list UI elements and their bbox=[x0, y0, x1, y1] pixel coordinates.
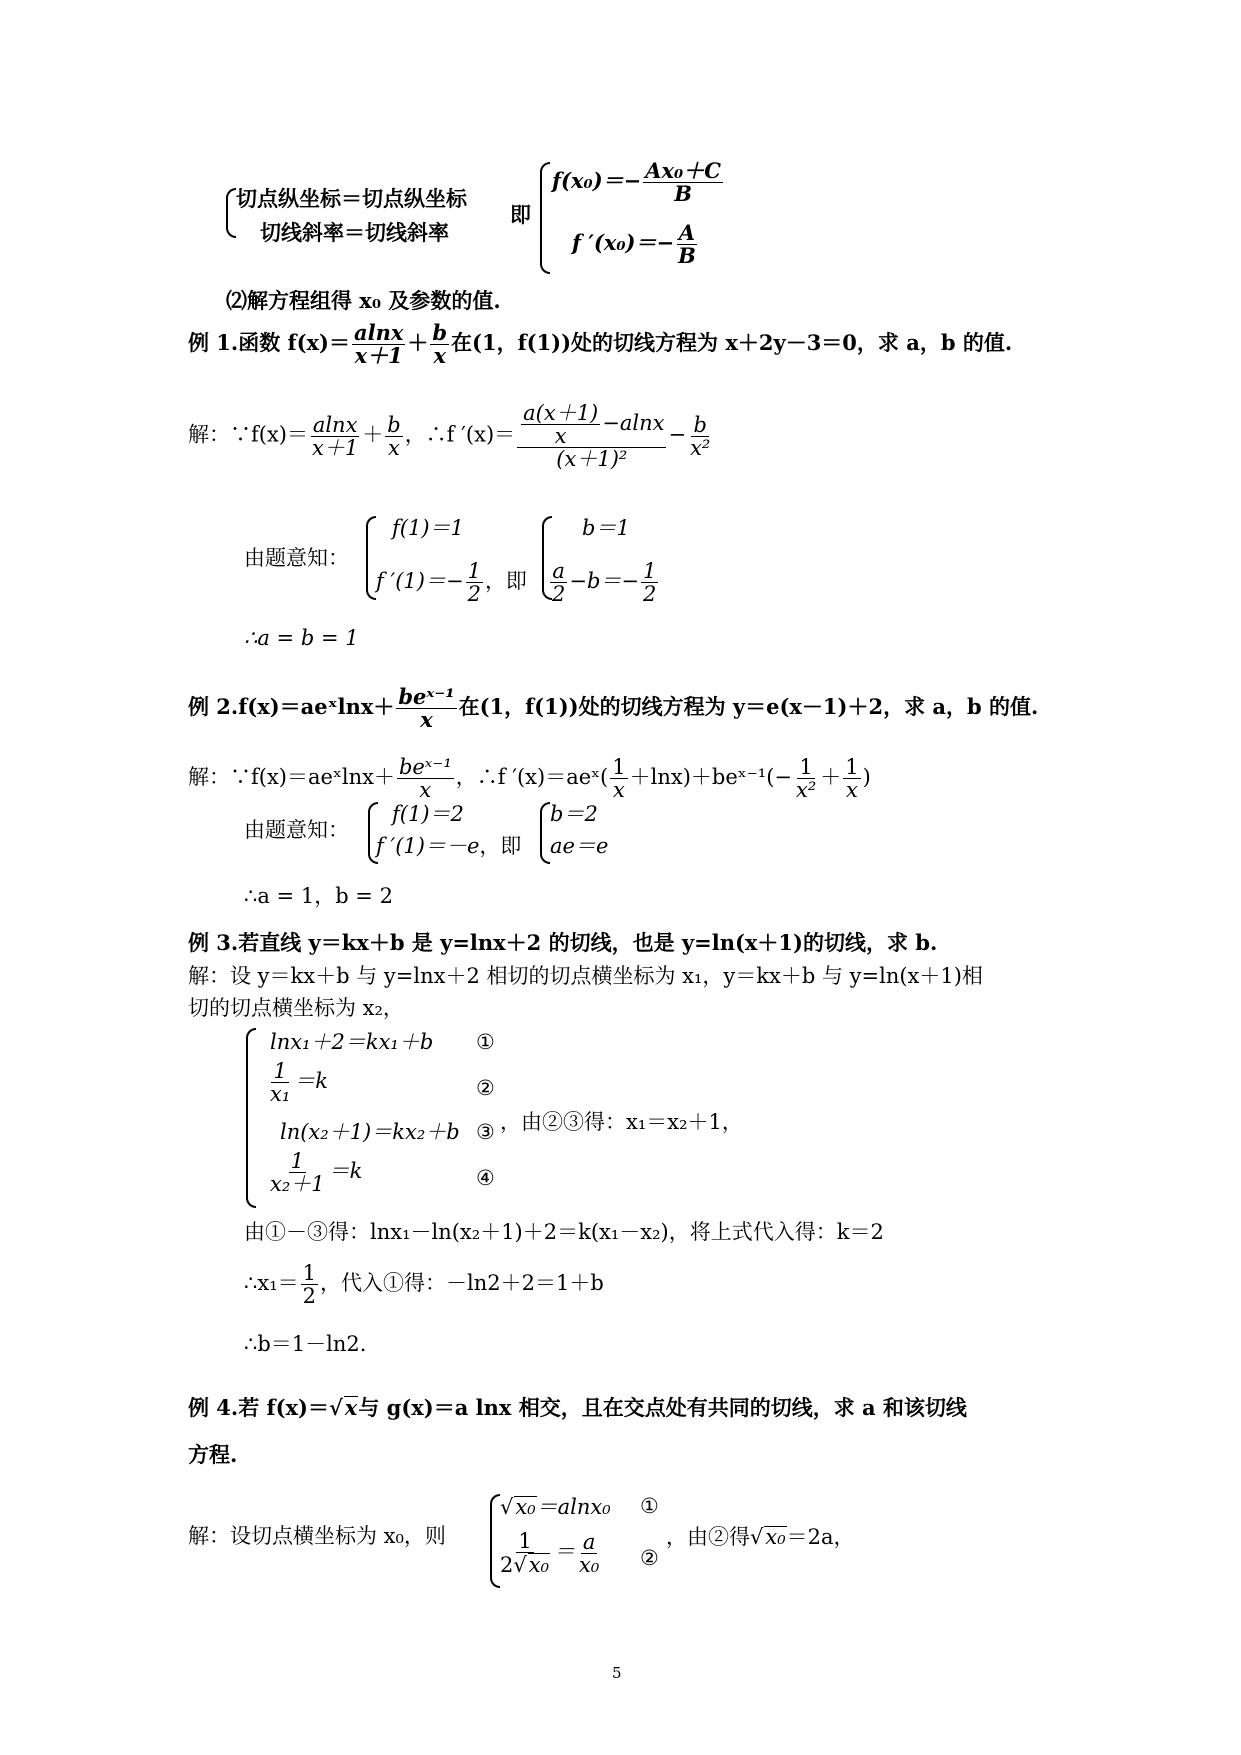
left-brace bbox=[226, 188, 236, 238]
method-eq2-den: B bbox=[678, 243, 696, 269]
ex2-sol-d1: x bbox=[613, 778, 625, 803]
ex1-title-den2: x bbox=[433, 343, 446, 369]
ex4-eq1-mark: ① bbox=[640, 1494, 659, 1518]
ex3-eq2-mark: ② bbox=[476, 1076, 495, 1100]
ex2-sol-n3: 1 bbox=[845, 755, 859, 779]
ex4-eq2-num: 1 bbox=[518, 1529, 532, 1553]
ex2-sol-n2: 1 bbox=[799, 755, 813, 779]
ex4-title-line2: 方程. bbox=[188, 1442, 238, 1467]
ex4-eq2-num2: a bbox=[582, 1529, 596, 1554]
ex2-cond2 bbox=[376, 836, 521, 857]
ex1-sol-plus: ＋ bbox=[362, 422, 384, 447]
ex3-line-b-b: ，代入①得：－ln2＋2＝1＋b bbox=[320, 1271, 604, 1296]
ex2-cond-ji: ，即 bbox=[479, 834, 522, 858]
ex2-sol-d2: x² bbox=[795, 778, 817, 803]
ex3-line-b-frac bbox=[301, 1262, 318, 1307]
ex3-eq2-rhs: ＝k bbox=[294, 1069, 328, 1094]
ex1-res2-num: a bbox=[552, 559, 565, 583]
ex2-title-frac bbox=[396, 686, 456, 731]
ex1-sol-b: ，∴f ′(x)＝ bbox=[404, 422, 516, 447]
ex1-answer: ∴a = b = 1 bbox=[244, 626, 359, 650]
ex4-eq2-eq: ＝ bbox=[554, 1539, 576, 1564]
method-eq2-num: A bbox=[678, 220, 696, 245]
method-eq1-lhs: f(x₀)＝− bbox=[552, 168, 642, 194]
ex4-eq2-den-a: 2 bbox=[500, 1553, 514, 1578]
ex4-title-sqrt-arg: x bbox=[344, 1395, 358, 1420]
ex1-cond2-num: 1 bbox=[467, 559, 481, 583]
ex4-title-sqrt-icon: √ bbox=[328, 1395, 343, 1420]
ex3-eq3-tail: ，由②③得：x₁＝x₂＋1， bbox=[500, 1110, 743, 1134]
ex2-sol-a: 解：∵f(x)＝aeˣlnx＋ bbox=[188, 765, 395, 790]
ex2-sol-c: ＋lnx)＋beˣ⁻¹(− bbox=[629, 765, 792, 790]
method-eq1-den: B bbox=[674, 181, 692, 207]
ex1-title-a: 例 1.函数 f(x)＝ bbox=[188, 330, 350, 356]
ex1-solution bbox=[188, 402, 714, 470]
ex2-sol-num: beˣ⁻¹ bbox=[398, 755, 452, 779]
ex4-eq2-den-sqrt: x₀ bbox=[528, 1553, 550, 1578]
ex2-res1: b＝2 bbox=[550, 802, 598, 826]
ex1-title-num1: alnx bbox=[353, 320, 404, 345]
ex1-title-frac2 bbox=[430, 322, 449, 367]
ex1-sol-inner-den: x bbox=[554, 424, 567, 449]
ex4-eq1 bbox=[500, 1496, 611, 1518]
ex3-eq4-mark: ④ bbox=[476, 1166, 495, 1190]
ex1-res2-den2: 2 bbox=[643, 582, 657, 607]
ex2-title bbox=[188, 686, 1038, 731]
ex2-sol-f1 bbox=[610, 756, 627, 801]
ex2-sol-d3: x bbox=[846, 778, 858, 803]
ex3-eq3-mark: ③ bbox=[476, 1120, 495, 1144]
ex3-line-b-a: ∴x₁＝ bbox=[244, 1271, 299, 1296]
method-brace-line-2: 切线斜率＝切线斜率 bbox=[260, 220, 449, 245]
ex2-cond2-text: f ′(1)＝－e bbox=[376, 834, 480, 858]
ex1-sol-den1: x＋1 bbox=[312, 435, 359, 460]
ex1-cond-ji: ，即 bbox=[484, 569, 527, 594]
ex1-res2-frac1 bbox=[550, 560, 567, 605]
ex3-sol-line1: 解：设 y＝kx＋b 与 y=lnx＋2 相切的切点横坐标为 x₁，y＝kx＋b 与 y=ln(x＋1)相 bbox=[188, 964, 983, 988]
ex4-title bbox=[188, 1396, 967, 1418]
ex4-eq2-frac2 bbox=[577, 1531, 601, 1576]
ex3-system-brace bbox=[246, 1028, 256, 1208]
ex2-sol-f2 bbox=[794, 756, 818, 801]
ex4-eq1-rhs: ＝alnx₀ bbox=[536, 1495, 611, 1519]
ex1-res2-num2: 1 bbox=[643, 559, 657, 583]
ex2-title-num: beˣ⁻¹ bbox=[398, 684, 455, 709]
ex4-sol-b: ，由②得 bbox=[666, 1525, 750, 1549]
ex2-cond1: f(1)＝2 bbox=[392, 802, 464, 826]
ex2-title-den: x bbox=[420, 707, 433, 733]
ex1-title-num2: b bbox=[432, 320, 448, 345]
ex4-title-a: 例 4.若 f(x)＝ bbox=[188, 1395, 329, 1420]
method-brace-line-1: 切点纵坐标＝切点纵坐标 bbox=[236, 186, 467, 211]
ex4-eq2 bbox=[496, 1530, 603, 1576]
ex2-res2: ae＝e bbox=[550, 834, 609, 858]
ex1-res2-frac2 bbox=[641, 560, 658, 605]
ex1-sol-num3: b bbox=[693, 412, 707, 437]
ex4-sol-sqrt-arg: x₀ bbox=[765, 1525, 786, 1549]
ex4-eq1-sqrt-icon: √ bbox=[500, 1495, 514, 1519]
ex2-sol-n1: 1 bbox=[612, 755, 626, 779]
ex3-eq4-frac bbox=[268, 1150, 327, 1195]
ex2-sol-close: ) bbox=[862, 765, 871, 790]
ex3-eq1-mark: ① bbox=[476, 1030, 495, 1054]
ex3-line-b bbox=[244, 1262, 604, 1307]
ex1-cond1: f(1)＝1 bbox=[392, 516, 464, 540]
ex3-line-b-den: 2 bbox=[302, 1284, 316, 1309]
ex4-title-b: 与 g(x)＝a lnx 相交，且在交点处有共同的切线，求 a 和该切线 bbox=[358, 1395, 967, 1420]
ex3-line-b-num: 1 bbox=[302, 1261, 316, 1285]
ex3-eq4-rhs: ＝k bbox=[328, 1159, 363, 1184]
ex1-sol-bignum-tail: −alnx bbox=[602, 411, 665, 436]
ex4-sol-a: 解：设切点横坐标为 x₀，则 bbox=[188, 1524, 446, 1548]
ex2-answer: ∴a = 1，b = 2 bbox=[244, 884, 393, 908]
ex3-eq2-den: x₁ bbox=[270, 1082, 291, 1107]
ex1-res2 bbox=[548, 560, 660, 605]
ex1-sol-bigfrac bbox=[517, 402, 666, 470]
ex4-sol-c: ＝2a， bbox=[786, 1525, 855, 1549]
ex1-sol-bigden: (x＋1)² bbox=[556, 447, 628, 472]
ex3-eq2-num: 1 bbox=[273, 1059, 287, 1083]
ex4-eq2-mark: ② bbox=[640, 1546, 659, 1570]
ex2-sol-den: x bbox=[419, 778, 432, 803]
ex1-sol-a: 解：∵f(x)＝ bbox=[188, 422, 309, 447]
ex3-eq3: ln(x₂＋1)＝kx₂＋b bbox=[280, 1120, 460, 1144]
ex2-sol-frac bbox=[397, 756, 454, 801]
ex1-sol-den2: x bbox=[388, 435, 400, 460]
ex1-cond2-frac bbox=[466, 560, 483, 605]
ex4-sol-sqrt-icon: √ bbox=[750, 1525, 764, 1549]
ex3-eq4-den: x₂＋1 bbox=[270, 1172, 325, 1197]
ex1-title-plus: ＋ bbox=[407, 330, 429, 356]
ex3-eq2 bbox=[266, 1060, 328, 1105]
method-eq2 bbox=[572, 222, 700, 267]
ex3-eq2-frac bbox=[268, 1060, 292, 1105]
ex1-res2-den: 2 bbox=[552, 582, 566, 607]
ex3-eq4 bbox=[266, 1150, 362, 1195]
method-eq2-lhs: f ′(x₀)＝− bbox=[572, 230, 675, 256]
ex2-cond-label: 由题意知： bbox=[244, 818, 349, 842]
method-ji: 即 bbox=[510, 202, 531, 227]
ex4-eq2-sqrt-icon: √ bbox=[513, 1553, 527, 1578]
ex1-cond2-a: f ′(1)＝− bbox=[376, 569, 464, 594]
ex1-sol-den3: x² bbox=[690, 435, 711, 460]
ex2-sol-b: ，∴f ′(x)＝aeˣ( bbox=[455, 765, 609, 790]
ex1-cond2-den: 2 bbox=[467, 582, 481, 607]
ex1-sol-frac3 bbox=[688, 414, 712, 459]
ex2-title-a: 例 2.f(x)＝aeˣlnx＋ bbox=[188, 694, 395, 720]
ex3-line-a: 由①－③得：lnx₁－ln(x₂＋1)＋2＝k(x₁－x₂)，将上式代入得：k＝2 bbox=[244, 1220, 884, 1244]
ex1-sol-num2: b bbox=[387, 412, 401, 437]
ex1-cond-label: 由题意知： bbox=[244, 546, 349, 570]
ex4-eq2-den bbox=[498, 1553, 552, 1576]
ex1-sol-inner-num: a(x＋1) bbox=[523, 401, 599, 425]
ex1-sol-inner-frac bbox=[521, 402, 600, 447]
ex4-sol-b-line bbox=[666, 1526, 855, 1548]
right-brace bbox=[540, 162, 550, 274]
ex1-title-frac1 bbox=[352, 322, 405, 367]
ex1-title bbox=[188, 322, 1012, 367]
ex3-eq1: lnx₁＋2＝kx₁＋b bbox=[270, 1030, 434, 1054]
ex2-res-brace bbox=[540, 802, 550, 864]
ex4-eq2-den2: x₀ bbox=[579, 1552, 600, 1577]
method-eq1-num: Ax₀＋C bbox=[645, 158, 721, 183]
ex1-res1: b＝1 bbox=[582, 516, 630, 540]
method-eq1 bbox=[552, 160, 725, 205]
ex1-title-b: 在(1，f(1))处的切线方程为 x＋2y－3＝0，求 a，b 的值. bbox=[451, 330, 1013, 356]
ex1-title-den1: x＋1 bbox=[354, 343, 403, 369]
ex3-title: 例 3.若直线 y＝kx＋b 是 y=lnx＋2 的切线，也是 y=ln(x＋1)的切线，求 b. bbox=[188, 930, 938, 955]
ex1-sol-frac1 bbox=[310, 414, 360, 459]
ex2-solution bbox=[188, 756, 871, 801]
ex1-sol-bignum bbox=[517, 402, 666, 448]
ex1-sol-frac2 bbox=[385, 414, 402, 459]
ex4-eq1-sqrt-arg: x₀ bbox=[515, 1495, 536, 1519]
ex1-res2-b: −b＝− bbox=[569, 569, 640, 594]
ex3-eq4-num: 1 bbox=[290, 1149, 304, 1173]
method-eq2-frac bbox=[676, 222, 698, 267]
ex2-sol-f3 bbox=[843, 756, 860, 801]
ex3-sol-line2: 切的切点横坐标为 x₂， bbox=[188, 996, 404, 1020]
ex4-eq2-frac1 bbox=[498, 1530, 552, 1576]
ex2-sol-plus: ＋ bbox=[820, 765, 842, 790]
page-number: 5 bbox=[612, 1664, 622, 1682]
ex2-title-b: 在(1，f(1))处的切线方程为 y＝e(x－1)＋2，求 a，b 的值. bbox=[458, 694, 1039, 720]
method-step2: ⑵解方程组得 x₀ 及参数的值. bbox=[226, 288, 501, 313]
ex1-sol-num1: alnx bbox=[312, 412, 358, 437]
ex1-cond2 bbox=[376, 560, 527, 605]
method-eq1-frac bbox=[643, 160, 723, 205]
ex1-cond-brace bbox=[366, 516, 376, 600]
ex1-sol-minus: − bbox=[668, 422, 687, 447]
ex3-answer: ∴b＝1－ln2. bbox=[244, 1332, 367, 1356]
